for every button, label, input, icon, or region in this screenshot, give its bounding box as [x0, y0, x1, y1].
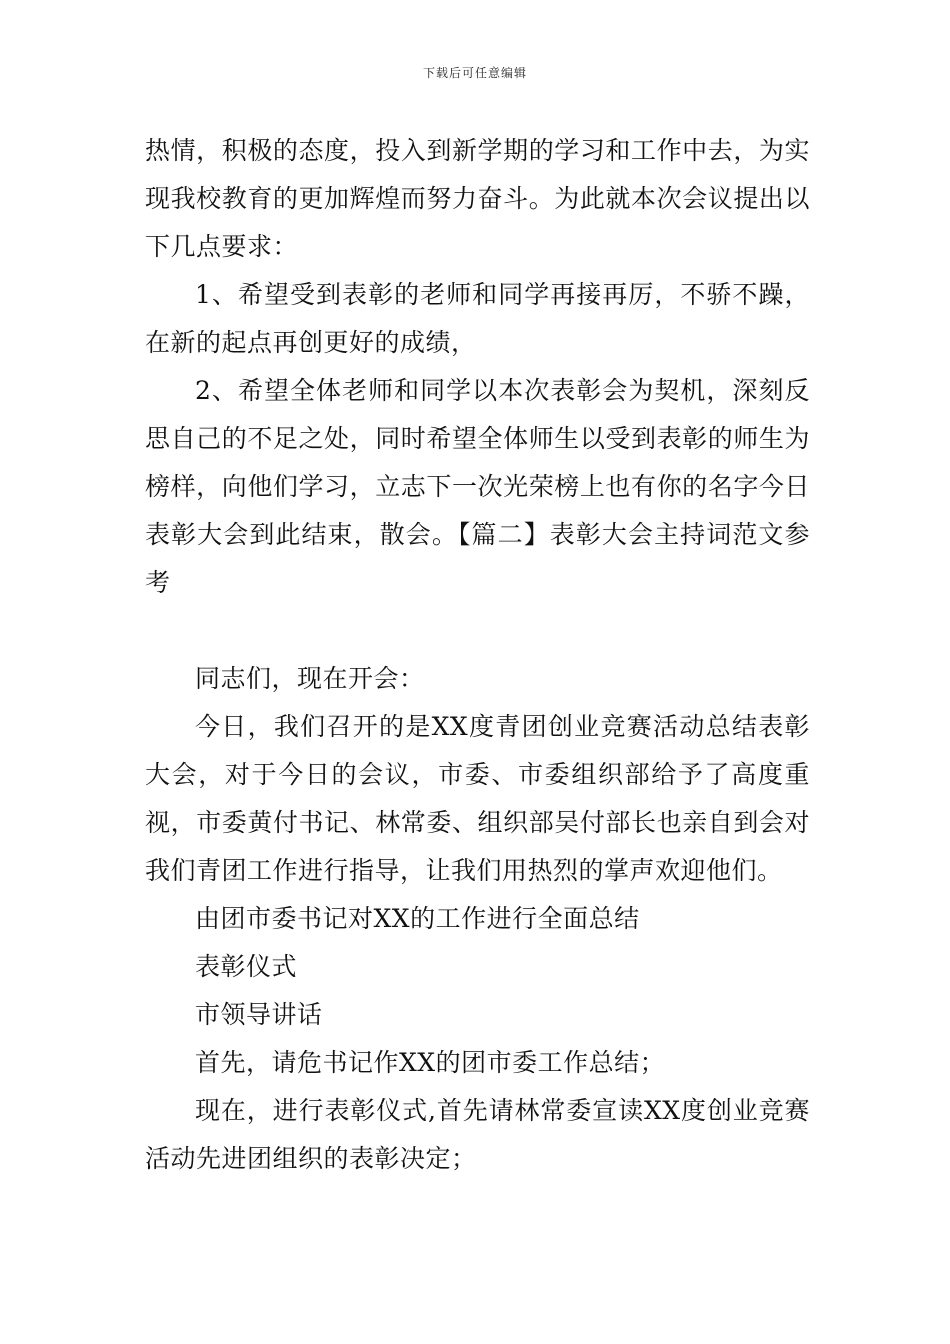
paragraph-continuation: 热情，积极的态度，投入到新学期的学习和工作中去，为实现我校教育的更加辉煌而努力奋斗。为此就本次会议提出以下几点要求： [145, 136, 810, 261]
agenda-item-ceremony: 表彰仪式 [195, 952, 298, 981]
paragraph-next-step: 现在，进行表彰仪式,首先请林常委宣读XX度创业竞赛活动先进团组织的表彰决定； [145, 1096, 810, 1173]
paragraph-gap [145, 607, 810, 655]
agenda-item-summary: 由团市委书记对XX的工作进行全面总结 [195, 904, 640, 933]
page-header: 下载后可任意编辑 [422, 66, 527, 80]
paragraph-first-step: 首先，请危书记作XX的团市委工作总结； [195, 1048, 666, 1077]
paragraph-requirement-2: 2、希望全体老师和同学以本次表彰会为契机，深刻反思自己的不足之处，同时希望全体师生以受到表彰的师生为榜样，向他们学习，立志下一次光荣榜上也有你的名字今日表彰大会到此结束，散会。【篇二】表彰大会主持词范文参考 [145, 376, 810, 597]
agenda-item-speech: 市领导讲话 [195, 1000, 323, 1029]
paragraph-opening: 同志们，现在开会： [195, 664, 425, 693]
document-body [145, 127, 810, 1183]
paragraph-introduction: 今日，我们召开的是XX度青团创业竞赛活动总结表彰大会，对于今日的会议，市委、市委组织部给予了高度重视，市委黄付书记、林常委、组织部吴付部长也亲自到会对我们青团工作进行指导，让我们用热烈的掌声欢迎他们。 [145, 712, 810, 885]
paragraph-requirement-1: 1、希望受到表彰的老师和同学再接再厉，不骄不躁，在新的起点再创更好的成绩， [145, 280, 810, 357]
